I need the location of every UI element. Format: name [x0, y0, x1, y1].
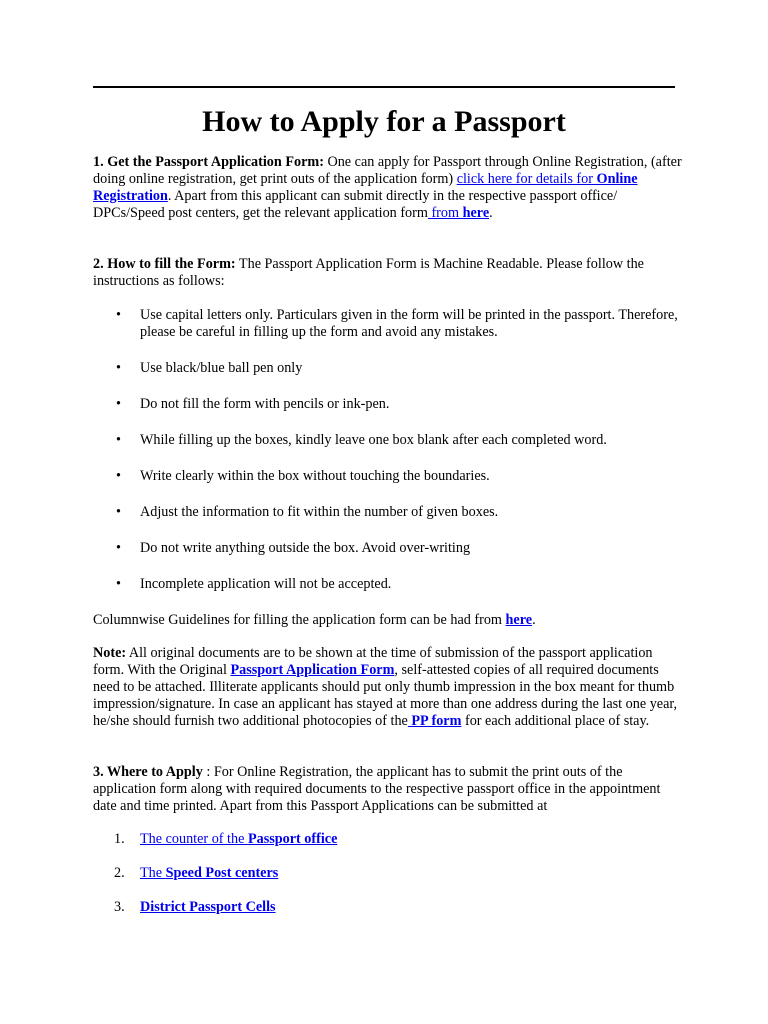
passport-office-link-bold: Passport office — [247, 831, 338, 847]
where-to-apply-list — [93, 831, 683, 933]
speed-post-centers-link-text: The — [140, 865, 166, 881]
columnwise-end: . — [532, 612, 536, 628]
list-item — [93, 831, 683, 848]
note-paragraph — [93, 645, 683, 730]
pp-form-link-text: PP form — [407, 713, 462, 729]
note-text-1: All original documents are to be shown at the time of submission of the passport application form. With the Original — [93, 645, 653, 678]
list-item-text: Do not fill the form with pencils or ink-pen. — [140, 396, 390, 412]
columnwise-link-text: here — [505, 612, 533, 628]
form-download-link[interactable] — [428, 205, 489, 221]
list-item-text: Use black/blue ball pen only — [140, 360, 303, 376]
section-where-apply — [93, 764, 683, 815]
section-where-apply-text: : For Online Registration, the applicant has to submit the print outs of the application form along with required documents to the respective passport office in the appointment date and time printed. Apart from this Passport Applications can be submitted at — [93, 764, 661, 814]
columnwise-text: Columnwise Guidelines for filling the application form can be had from — [93, 612, 506, 628]
page-title: How to Apply for a Passport — [202, 105, 566, 138]
note-label: Note: — [93, 645, 127, 661]
section-fill-form-text: The Passport Application Form is Machine Readable. Please follow the instructions as follows: — [93, 256, 644, 289]
bullet-icon: • — [116, 396, 121, 412]
bullet-icon: • — [116, 576, 121, 592]
district-passport-cells-link-bold: District Passport Cells — [140, 899, 276, 915]
bullet-icon: • — [116, 360, 121, 376]
list-item-text: Write clearly within the box without touching the boundaries. — [140, 468, 490, 484]
list-number: 3. — [114, 899, 125, 915]
list-item-text: Use capital letters only. Particulars given in the form will be printed in the passport. Therefore, please be careful in filling up the form and avoid any mistakes. — [140, 307, 678, 340]
list-item — [93, 899, 683, 916]
list-number: 2. — [114, 865, 125, 881]
list-item — [93, 540, 683, 557]
note-text-2: , self-attested copies of all required documents need to be attached. Illiterate applicants should put only thumb impression in the box meant for thumb impression/signature. In case an applicant has stayed at more than one address during the last one year, he/she should furnish two additional photocopies of the — [93, 662, 678, 729]
passport-office-link[interactable] — [140, 831, 337, 847]
section-where-apply-heading: 3. Where to Apply — [93, 764, 203, 780]
form-download-link-text: from — [427, 205, 463, 221]
section-get-form-text: One can apply for Passport through Online Registration, (after doing online registration, get print outs of the application form) — [93, 154, 682, 187]
section-fill-form-heading: 2. How to fill the Form: — [93, 256, 236, 272]
list-item — [93, 396, 683, 413]
instructions-list — [93, 307, 683, 612]
list-item-text: Incomplete application will not be accepted. — [140, 576, 392, 592]
list-item-text: Adjust the information to fit within the number of given boxes. — [140, 504, 499, 520]
bullet-icon: • — [116, 504, 121, 520]
passport-application-form-link[interactable] — [230, 662, 394, 678]
list-item — [93, 576, 683, 593]
speed-post-centers-link-bold: Speed Post centers — [165, 865, 279, 881]
list-item-text: Do not write anything outside the box. Avoid over-writing — [140, 540, 471, 556]
note-text-3: for each additional place of stay. — [461, 713, 650, 729]
speed-post-centers-link[interactable] — [140, 865, 278, 881]
columnwise-guidelines-link[interactable] — [506, 612, 533, 628]
list-item — [93, 865, 683, 882]
bullet-icon: • — [116, 468, 121, 484]
passport-office-link-text: The counter of the — [140, 831, 248, 847]
passport-application-form-link-text: Passport Application Form — [230, 662, 395, 678]
online-registration-link-bold: Online Registration — [93, 171, 638, 204]
online-registration-link-text: click here for details for — [456, 171, 597, 187]
list-item — [93, 504, 683, 521]
bullet-icon: • — [116, 307, 121, 323]
list-item — [93, 360, 683, 377]
section-get-form — [93, 154, 683, 222]
section-fill-form — [93, 256, 683, 290]
list-item-text: While filling up the boxes, kindly leave one box blank after each completed word. — [140, 432, 607, 448]
section-get-form-text-2: . Apart from this applicant can submit directly in the respective passport office/ DPCs/Speed post centers, get the relevant application form — [93, 188, 618, 221]
list-item — [93, 468, 683, 485]
section-get-form-heading: 1. Get the Passport Application Form: — [93, 154, 324, 170]
form-download-link-bold: here — [462, 205, 490, 221]
section-get-form-end: . — [489, 205, 493, 221]
document-content — [93, 104, 683, 915]
columnwise-guidelines — [93, 612, 683, 629]
bullet-icon: • — [116, 540, 121, 556]
list-item — [93, 307, 683, 341]
pp-form-link[interactable] — [408, 713, 462, 729]
district-passport-cells-link[interactable] — [140, 899, 276, 915]
list-number: 1. — [114, 831, 125, 847]
bullet-icon: • — [116, 432, 121, 448]
horizontal-rule — [93, 86, 675, 88]
list-item — [93, 432, 683, 449]
